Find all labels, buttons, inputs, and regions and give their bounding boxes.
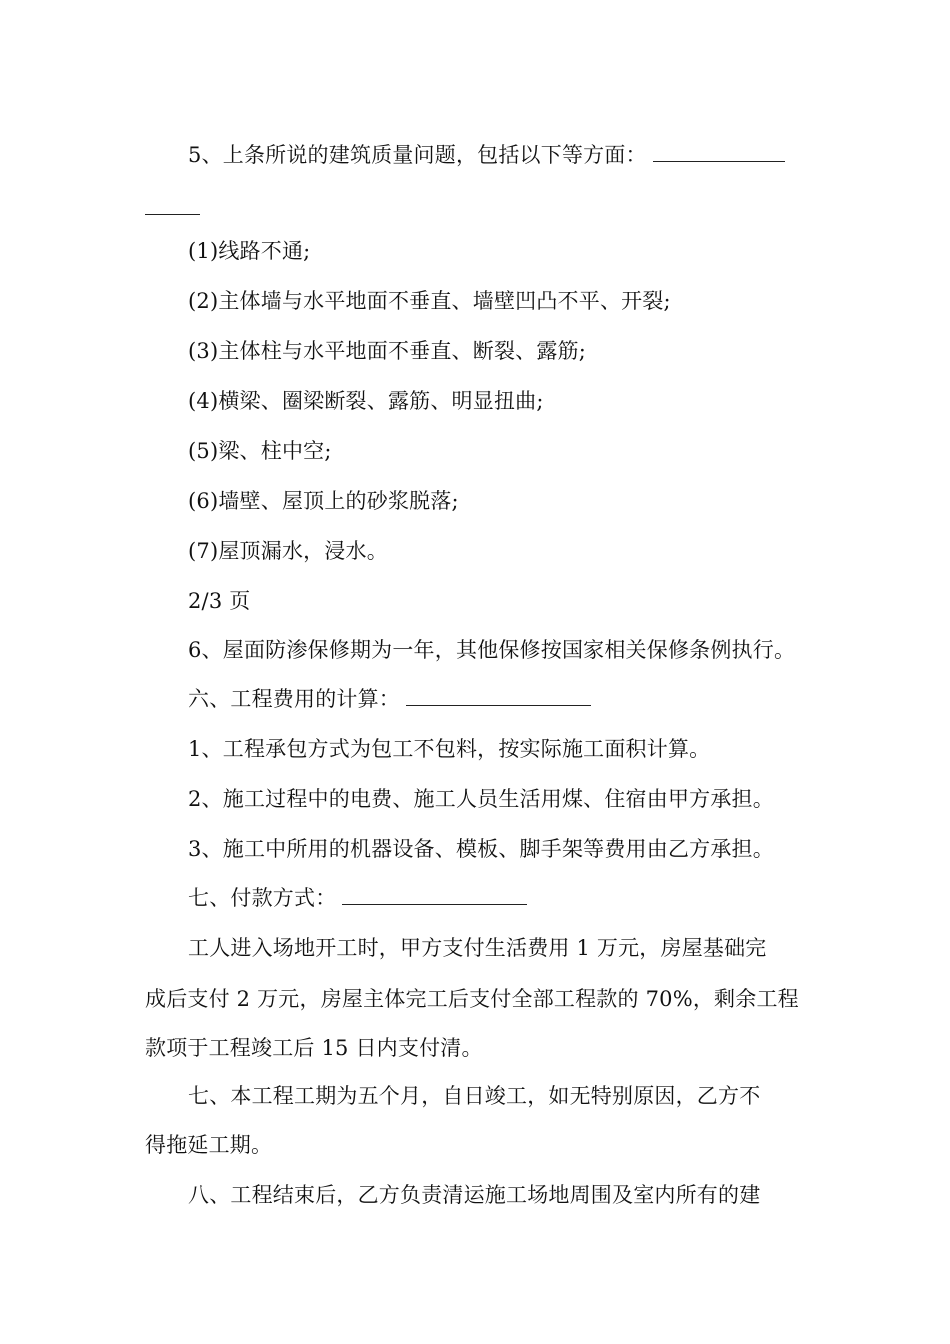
fee-clause-1: 1、工程承包方式为包工不包料，按实际施工面积计算。 xyxy=(188,737,711,761)
clause-5-continuation-line xyxy=(145,194,810,222)
list-item-2: (2)主体墙与水平地面不垂直、墙壁凹凸不平、开裂; xyxy=(188,289,671,313)
fee-clause-2: 2、施工过程中的电费、施工人员生活用煤、住宿由甲方承担。 xyxy=(188,787,774,811)
payment-paragraph-line-3: 款项于工程竣工后 15 日内支付清。 xyxy=(145,1036,483,1060)
fee-clause-3: 3、施工中所用的机器设备、模板、脚手架等费用由乙方承担。 xyxy=(188,837,774,861)
clause-5-text: 5、上条所说的建筑质量问题，包括以下等方面： xyxy=(188,143,647,167)
payment-paragraph-line-2: 成后支付 2 万元，房屋主体完工后支付全部工程款的 70%，剩余工程 xyxy=(145,987,799,1011)
section-6-heading-line xyxy=(188,685,853,713)
page-number: 2/3 页 xyxy=(188,589,251,613)
section-7-heading-line xyxy=(188,884,853,912)
schedule-paragraph-line-1: 七、本工程工期为五个月，自日竣工，如无特别原因，乙方不 xyxy=(188,1084,761,1108)
fill-in-blank xyxy=(342,884,527,905)
list-item-4: (4)横梁、圈梁断裂、露筋、明显扭曲; xyxy=(188,389,544,413)
clause-6: 6、屋面防渗保修期为一年，其他保修按国家相关保修条例执行。 xyxy=(188,638,796,662)
payment-paragraph-line-1: 工人进入场地开工时，甲方支付生活费用 1 万元，房屋基础完 xyxy=(188,936,767,960)
section-8-line: 八、工程结束后，乙方负责清运施工场地周围及室内所有的建 xyxy=(188,1183,761,1207)
fill-in-blank xyxy=(406,685,591,706)
schedule-paragraph-line-2: 得拖延工期。 xyxy=(145,1133,273,1157)
clause-5-line xyxy=(188,141,853,169)
fill-in-blank xyxy=(145,194,200,215)
section-7-heading: 七、付款方式： xyxy=(188,886,337,910)
list-item-6: (6)墙壁、屋顶上的砂浆脱落; xyxy=(188,489,459,513)
list-item-5: (5)梁、柱中空; xyxy=(188,439,332,463)
section-6-heading: 六、工程费用的计算： xyxy=(188,687,400,711)
list-item-3: (3)主体柱与水平地面不垂直、断裂、露筋; xyxy=(188,339,587,363)
list-item-1: (1)线路不通; xyxy=(188,239,311,263)
fill-in-blank xyxy=(653,141,785,162)
list-item-7: (7)屋顶漏水，浸水。 xyxy=(188,539,388,563)
